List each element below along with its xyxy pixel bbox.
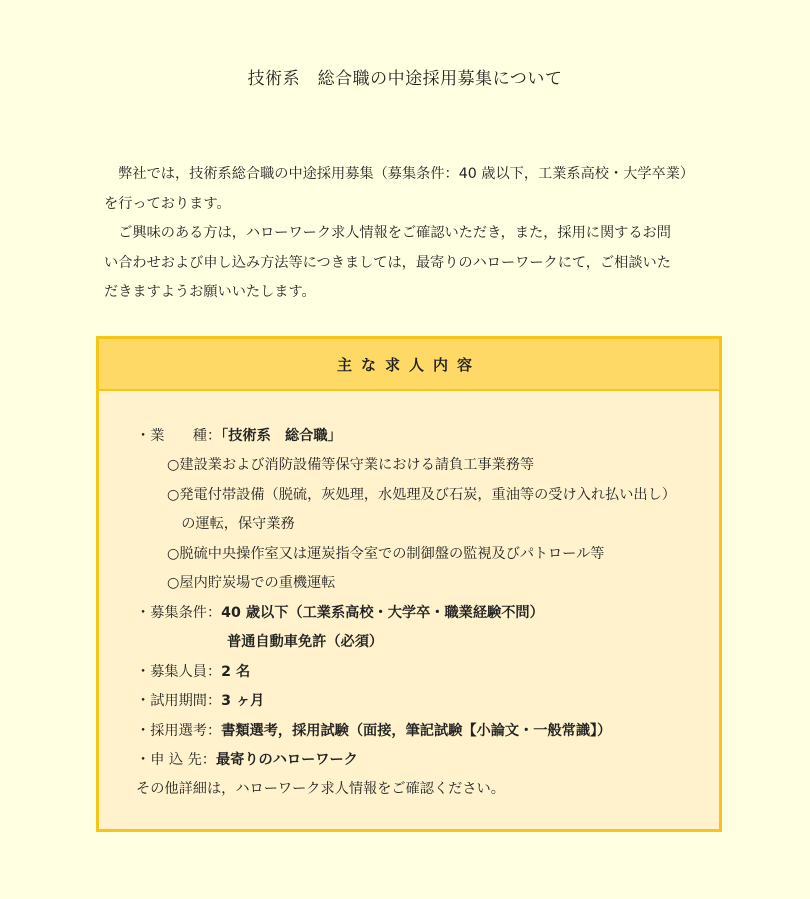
job-details-header: 主な求人内容 bbox=[99, 339, 719, 391]
intro-line: 弊社では，技術系総合職の中途採用募集（募集条件：40 歳以下，工業系高校・大学卒業） bbox=[104, 166, 695, 182]
headcount-label: ・募集人員： bbox=[136, 664, 222, 680]
intro-line: い合わせおよび申し込み方法等につきましては，最寄りのハローワークにて，ご相談いた bbox=[104, 254, 671, 271]
trial-row bbox=[136, 691, 264, 711]
intro-line: だきますようお願いいたします。 bbox=[104, 284, 316, 300]
conditions-row bbox=[136, 603, 544, 623]
duty-item: ○建設業および消防設備等保守業における請負工事業務等 bbox=[167, 457, 535, 473]
trial-label: ・試用期間： bbox=[136, 693, 222, 709]
apply-label: ・申 込 先： bbox=[136, 752, 216, 768]
selection-value: 書類選考，採用試験（面接，筆記試験【小論文・一般常識】） bbox=[221, 723, 612, 739]
job-type-label: ・業 種： bbox=[136, 428, 222, 444]
conditions-value-2: 普通自動車免許（必須） bbox=[227, 634, 384, 650]
apply-row bbox=[136, 750, 358, 770]
headcount-value: 2 名 bbox=[221, 664, 251, 680]
duty-item: ○発電付帯設備（脱硫，灰処理，水処理及び石炭，重油等の受け入れ払い出し） bbox=[167, 487, 676, 503]
conditions-value: 40 歳以下（工業系高校・大学卒・職業経験不問） bbox=[221, 605, 544, 621]
selection-row bbox=[136, 721, 611, 741]
duty-item: ○屋内貯炭場での重機運転 bbox=[167, 575, 336, 591]
job-type-value: 「技術系 総合職」 bbox=[221, 428, 342, 444]
intro-line: を行っております。 bbox=[104, 195, 231, 212]
apply-value: 最寄りのハローワーク bbox=[215, 752, 358, 768]
trial-value: 3 ヶ月 bbox=[221, 693, 265, 709]
duty-item: ○脱硫中央操作室又は運炭指令室での制御盤の監視及びパトロール等 bbox=[167, 546, 605, 562]
selection-label: ・採用選考： bbox=[136, 723, 222, 739]
intro-text bbox=[104, 160, 720, 308]
duty-item: の運転，保守業務 bbox=[167, 516, 295, 532]
page-title: 技術系 総合職の中途採用募集について bbox=[247, 69, 563, 89]
headcount-row bbox=[136, 662, 250, 682]
intro-line: ご興味のある方は，ハローワーク求人情報をご確認いただき，また，採用に関するお問 bbox=[104, 225, 671, 241]
job-details-box bbox=[96, 336, 722, 832]
footer-note: その他詳細は，ハローワーク求人情報をご確認ください。 bbox=[136, 781, 505, 797]
job-type-row bbox=[136, 426, 342, 446]
conditions-label: ・募集条件： bbox=[136, 605, 222, 621]
